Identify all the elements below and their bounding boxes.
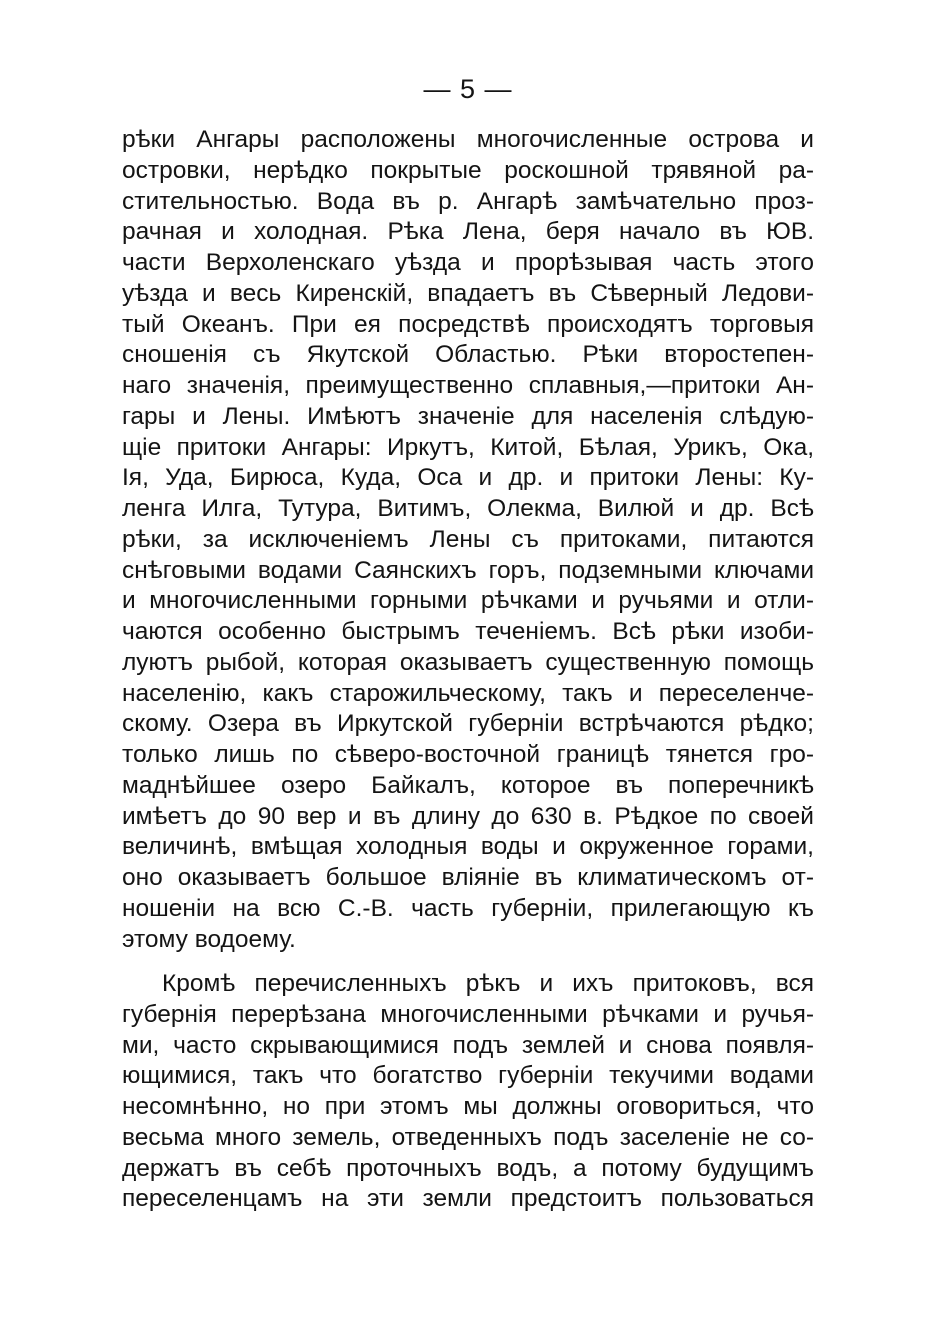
- text-line: оно оказываетъ большое вліяніе въ климатическомъ от-: [122, 864, 814, 891]
- text-line: ленга Илга, Тутура, Витимъ, Олекма, Вилюй и др. Всѣ: [122, 495, 814, 522]
- text-line: населенію, какъ старожильческому, такъ и переселенче-: [122, 679, 814, 707]
- text-line: наго значенія, преимущественно сплавныя,—притоки Ан-: [122, 372, 814, 399]
- text-line: части Верхоленскаго уѣзда и прорѣзывая часть этого: [122, 249, 814, 276]
- text-line: этому водоему.: [122, 925, 296, 953]
- text-line: сношенія съ Якутской Областью. Рѣки второстепен-: [122, 341, 814, 369]
- text-line: Ія, Уда, Бирюса, Куда, Оса и др. и притоки Лены: Ку-: [122, 464, 814, 492]
- text-line: тый Океанъ. При ея посредствѣ происходятъ торговыя: [122, 310, 814, 338]
- text-line: только лишь по сѣверо-восточной границѣ тянется гро-: [122, 741, 814, 768]
- text-line: держатъ въ себѣ проточныхъ водъ, а потому будущимъ: [122, 1154, 814, 1182]
- text-line: чаются особенно быстрымъ теченіемъ. Всѣ рѣки изоби-: [122, 618, 814, 645]
- page-number: — 5 —: [423, 74, 513, 104]
- text-line: уѣзда и весь Киренскій, впадаетъ въ Сѣверный Ледови-: [122, 279, 814, 307]
- text-line: имѣетъ до 90 вер и въ длину до 630 в. Рѣдкое по своей: [122, 802, 814, 830]
- text-line: рѣки Ангары расположены многочисленные острова и: [122, 126, 814, 153]
- text-line: островки, нерѣдко покрытые роскошной трявяной ра-: [122, 156, 814, 184]
- text-line: гары и Лены. Имѣютъ значеніе для населенія слѣдую-: [122, 402, 814, 430]
- text-line: рачная и холодная. Рѣка Лена, беря начало въ ЮВ.: [122, 218, 814, 246]
- text-line: несомнѣнно, но при этомъ мы должны оговориться, что: [122, 1093, 814, 1120]
- text-line: губернія перерѣзана многочисленными рѣчками и ручья-: [122, 1000, 814, 1028]
- text-line: маднѣйшее озеро Байкалъ, которое въ поперечникѣ: [122, 771, 814, 799]
- text-line: ношеніи на всю С.-В. часть губерніи, прилегающую къ: [122, 894, 814, 922]
- text-line: и многочисленными горными рѣчками и ручьями и отли-: [122, 587, 814, 615]
- text-line: скому. Озера въ Иркутской губерніи встрѣчаются рѣдко;: [122, 710, 814, 738]
- text-line: величинѣ, вмѣщая холодныя воды и окруженное горами,: [122, 833, 814, 861]
- text-line: стительностью. Вода въ р. Ангарѣ замѣчательно проз-: [122, 187, 814, 215]
- text-line: весьма много земель, отведенныхъ подъ заселеніе не со-: [122, 1123, 814, 1151]
- paragraph-1: [122, 125, 814, 955]
- text-line: переселенцамъ на эти земли предстоитъ пользоваться: [122, 1185, 814, 1213]
- paragraph-2: [122, 969, 814, 1215]
- text-line: рѣки, за исключеніемъ Лены съ притоками, питаются: [122, 525, 814, 553]
- text-line: ми, часто скрывающимися подъ землей и снова появля-: [122, 1031, 814, 1059]
- text-line: ющимися, такъ что богатство губерніи текучими водами: [122, 1062, 814, 1090]
- text-line: щіе притоки Ангары: Иркутъ, Китой, Бѣлая, Урикъ, Ока,: [122, 433, 814, 461]
- text-line: луютъ рыбой, которая оказываетъ существенную помощь: [122, 648, 814, 676]
- text-line: снѣговыми водами Саянскихъ горъ, подземными ключами: [122, 556, 814, 584]
- text-line: Кромѣ перечисленныхъ рѣкъ и ихъ притоковъ, вся: [162, 970, 814, 997]
